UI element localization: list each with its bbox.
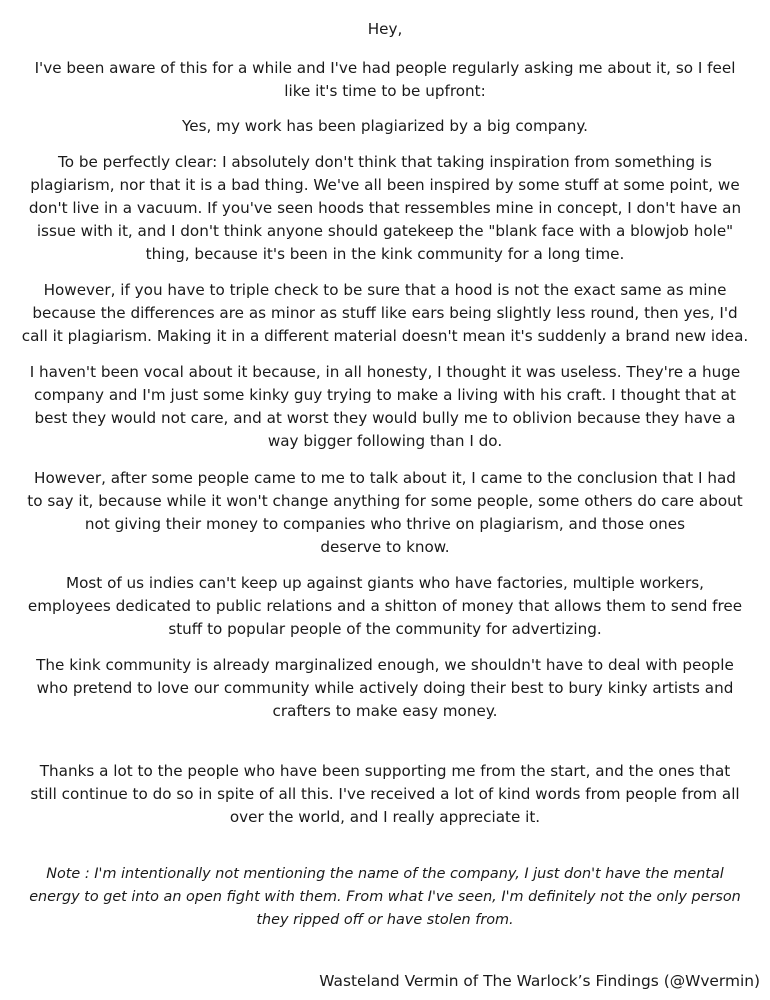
- paragraph-line: still continue to do so in spite of all this. I've received a lot of kind words from people from all: [30, 785, 740, 803]
- paragraph-line: However, if you have to triple check to be sure that a hood is not the exact same as mine: [43, 281, 727, 299]
- paragraph-line: employees dedicated to public relations and a shitton of money that allows them to send free: [27, 597, 743, 615]
- paragraph-line: like it's time to be upfront:: [284, 82, 486, 100]
- paragraph-line: issue with it, and I don't think anyone should gatekeep the "blank face with a blowjob hole": [36, 222, 734, 240]
- paragraph-line: who pretend to love our community while actively doing their best to bury kinky artists and: [36, 679, 734, 697]
- paragraph-line: deserve to know.: [320, 538, 450, 556]
- paragraph-line: thing, because it's been in the kink community for a long time.: [145, 245, 625, 263]
- paragraph-line: best they would not care, and at worst they would bully me to oblivion because they have a: [34, 409, 736, 427]
- note-line: energy to get into an open fight with them. From what I've seen, I'm definitely not the only person: [29, 889, 741, 905]
- paragraph-line: plagiarism, nor that it is a bad thing. We've all been inspired by some stuff at some point, we: [30, 176, 740, 194]
- signature: Wasteland Vermin of The Warlock’s Findings (@Wvermin): [319, 972, 760, 990]
- paragraph-line: call it plagiarism. Making it in a different material doesn't mean it's suddenly a brand new idea.: [21, 327, 749, 345]
- paragraph-line: company and I'm just some kinky guy trying to make a living with his craft. I thought that at: [34, 386, 736, 404]
- note-line: they ripped off or have stolen from.: [256, 912, 514, 928]
- paragraph-line: Yes, my work has been plagiarized by a big company.: [182, 117, 588, 135]
- paragraph-line: not giving their money to companies who thrive on plagiarism, and those ones: [84, 515, 686, 533]
- note-line: Note : I'm intentionally not mentioning the name of the company, I just don't have the mental: [46, 866, 724, 882]
- paragraph-line: don't live in a vacuum. If you've seen hoods that ressembles mine in concept, I don't have an: [28, 199, 742, 217]
- paragraph-line: The kink community is already marginalized enough, we shouldn't have to deal with people: [36, 656, 734, 674]
- paragraph-line: to say it, because while it won't change anything for some people, some others do care about: [27, 492, 743, 510]
- paragraph-line: However, after some people came to me to talk about it, I came to the conclusion that I had: [34, 469, 736, 487]
- paragraph-line: I haven't been vocal about it because, in all honesty, I thought it was useless. They're a huge: [29, 363, 741, 381]
- paragraph-line: because the differences are as minor as stuff like ears being slightly less round, then yes, I'd: [32, 304, 738, 322]
- paragraph-line: way bigger following than I do.: [267, 432, 503, 450]
- paragraph-line: over the world, and I really appreciate it.: [229, 808, 541, 826]
- paragraph-line: stuff to popular people of the community for advertizing.: [168, 620, 602, 638]
- greeting: Hey,: [367, 20, 403, 38]
- paragraph-line: crafters to make easy money.: [272, 702, 498, 720]
- paragraph-line: To be perfectly clear: I absolutely don't think that taking inspiration from something is: [58, 153, 712, 171]
- paragraph-line: Thanks a lot to the people who have been supporting me from the start, and the ones that: [39, 762, 731, 780]
- paragraph-line: I've been aware of this for a while and I've had people regularly asking me about it, so I feel: [34, 59, 736, 77]
- paragraph-line: Most of us indies can't keep up against giants who have factories, multiple workers,: [65, 574, 704, 592]
